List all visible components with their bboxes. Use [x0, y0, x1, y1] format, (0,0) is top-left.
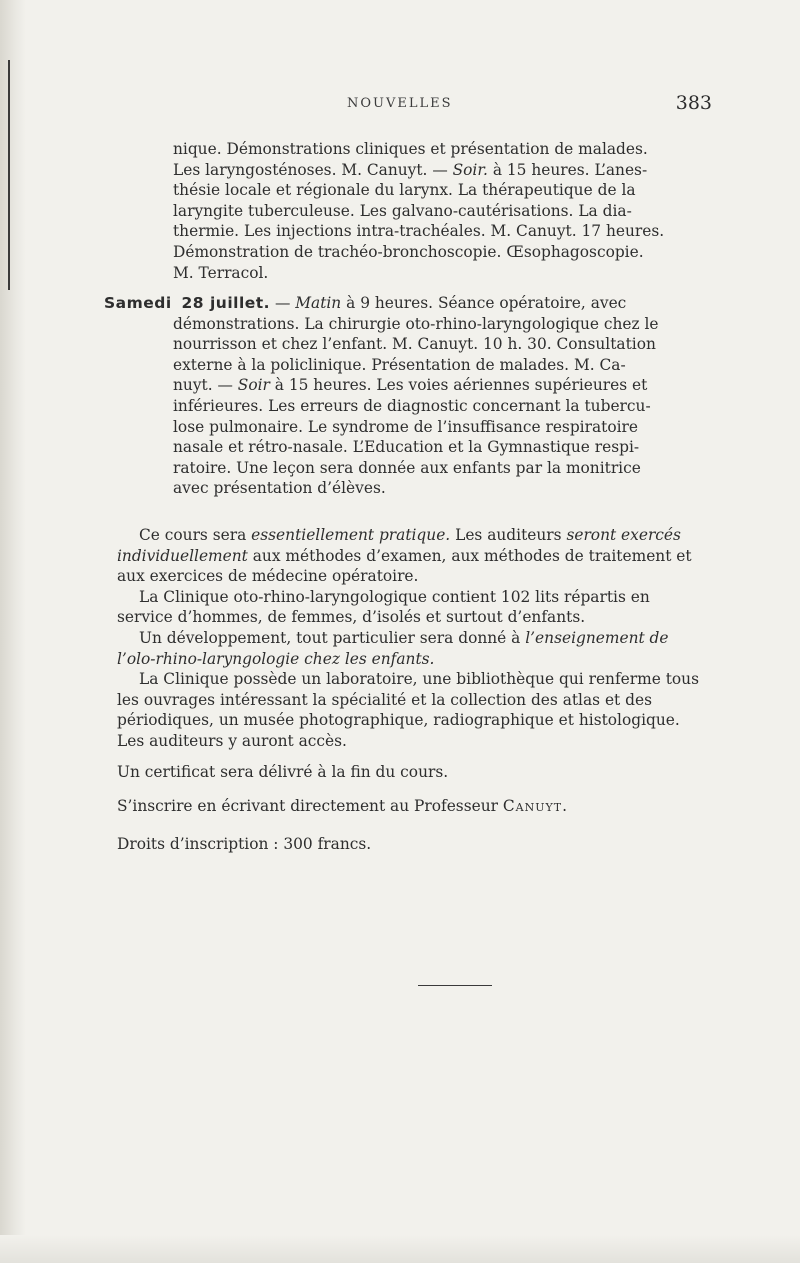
soir-label: Soir	[237, 376, 270, 395]
certificate-line: Un certificat sera délivré à la fin du cours.	[117, 763, 449, 781]
text-line: thermie. Les injections intra-trachéales. M. Canuyt. 17 heures.	[173, 222, 665, 241]
text-line: nique. Démonstrations cliniques et présentation de malades.	[173, 140, 648, 158]
text-line: démonstrations. La chirurgie oto-rhino-laryngologique chez le	[173, 314, 659, 333]
saturday-paragraph	[104, 293, 704, 499]
text-line: nuyt. — Soir à 15 heures. Les voies aériennes supérieures et	[173, 376, 648, 395]
page-bottom-edge	[0, 1235, 800, 1263]
children-teaching-paragraph: Un développement, tout particulier sera donné à l’enseignement de l’olo-rhino-laryngologie chez les enfants.	[117, 628, 669, 668]
page-header	[122, 92, 712, 120]
clinic-beds-paragraph: La Clinique oto-rhino-laryngologique contient 102 lits répartis en service d’hommes, de femmes, d’isolés et surtout d’enfants.	[117, 587, 650, 627]
running-title: NOUVELLES	[347, 96, 453, 111]
page-number: 383	[675, 92, 712, 114]
text-line: laryngite tuberculeuse. Les galvano-cautérisations. La dia-	[173, 201, 632, 220]
inscription-line: S’inscrire en écrivant directement au Professeur Canuyt.	[117, 797, 568, 815]
text-line: M. Terracol.	[173, 263, 269, 282]
page-spine-shadow	[0, 0, 26, 1263]
text-line: nourrisson et chez l’enfant. M. Canuyt. 10 h. 30. Consultation	[173, 335, 656, 354]
text-line: nasale et rétro-nasale. L’Education et la Gymnastique respi-	[173, 438, 640, 457]
text-line: lose pulmonaire. Le syndrome de l’insuffisance respiratoire	[173, 417, 638, 436]
day-label: Samedi	[104, 294, 172, 312]
text-line: thésie locale et régionale du larynx. La thérapeutique de la	[173, 181, 636, 200]
course-info-section	[117, 525, 707, 752]
text-line: ratoire. Une leçon sera donnée aux enfants par la monitrice	[173, 458, 641, 477]
friday-continued-paragraph	[173, 139, 705, 283]
text-line: avec présentation d’élèves.	[173, 479, 386, 498]
text-line: externe à la policlinique. Présentation de malades. M. Ca-	[173, 355, 626, 374]
end-rule	[418, 985, 492, 986]
text-line: Les laryngosténoses. M. Canuyt. — Soir. à 15 heures. L’anes-	[173, 160, 648, 179]
spine-mark	[8, 60, 10, 290]
text-line: inférieures. Les erreurs de diagnostic concernant la tubercu-	[173, 396, 651, 415]
laboratory-paragraph: La Clinique possède un laboratoire, une bibliothèque qui renferme tous les ouvrages intéressant la spécialité et la collection des atlas et des périodiques, un musée photographique, radiographique et histologique. Les auditeurs y auront accès.	[117, 670, 699, 750]
saturday-heading-line: Samedi 28 juillet. — Matin à 9 heures. Séance opératoire, avec	[104, 294, 627, 312]
soir-label: Soir.	[452, 160, 488, 179]
professor-name: Canuyt.	[502, 797, 568, 815]
course-practical-paragraph: Ce cours sera essentiellement pratique. Les auditeurs seront exercés individuellement aux méthodes d’examen, aux méthodes de traitement et aux exercices de médecine opératoire.	[117, 526, 692, 586]
date-label: 28 juillet.	[181, 294, 271, 312]
matin-label: Matin	[295, 294, 342, 312]
fees-line: Droits d’inscription : 300 francs.	[117, 835, 372, 853]
text-line: Démonstration de trachéo-bronchoscopie. Œsophagoscopie.	[173, 242, 644, 261]
